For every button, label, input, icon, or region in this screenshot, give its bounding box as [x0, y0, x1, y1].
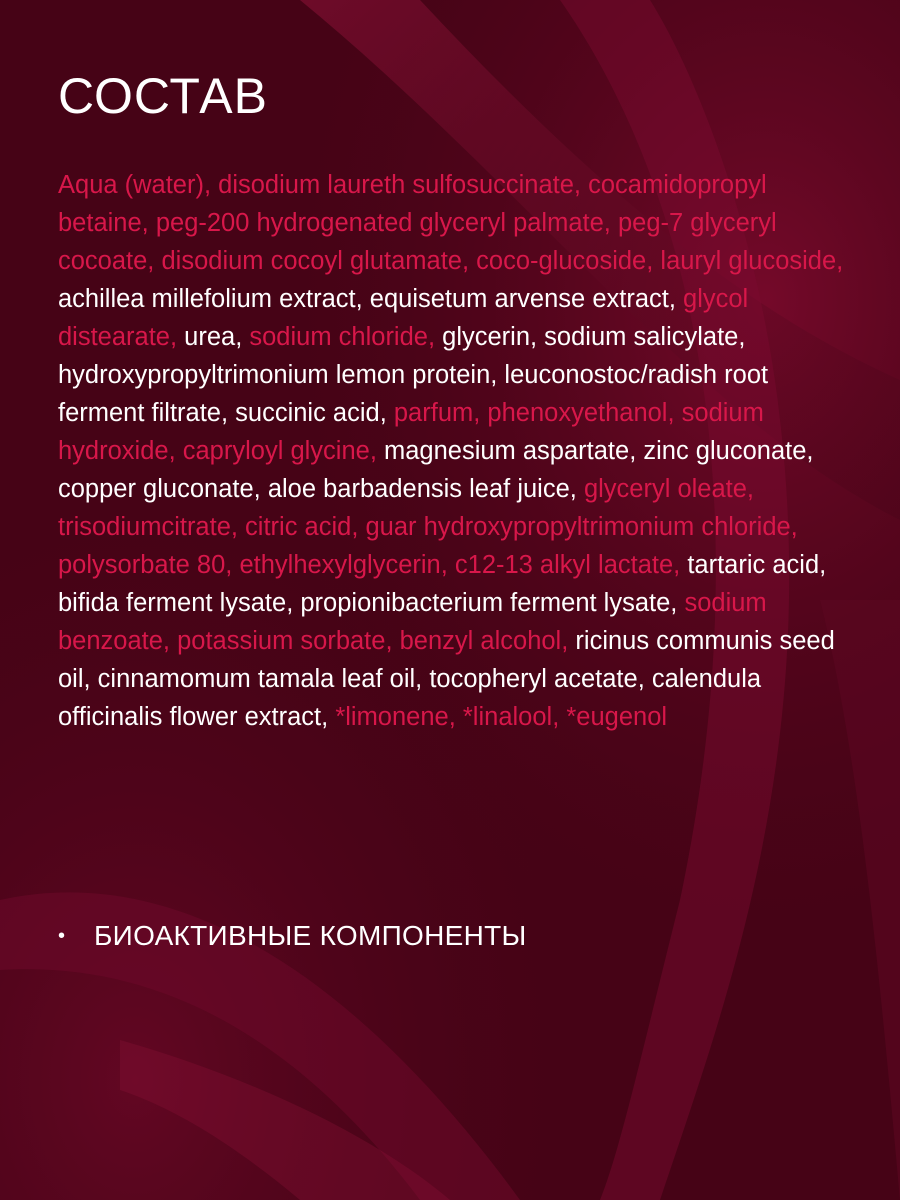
ingredient-highlighted: glyceryl oleate, trisodiumcitrate, citric acid, guar hydroxypropyltrimonium chloride, polysorbate 80, ethylhexylglycerin, c12-13 alkyl lactate,: [58, 475, 798, 579]
ingredient-highlighted: parfum, phenoxyethanol, sodium hydroxide, capryloyl glycine,: [58, 399, 764, 465]
ingredient-bioactive: ricinus communis seed oil, cinnamomum tamala leaf oil, tocopheryl acetate, calendula officinalis flower extract,: [58, 627, 835, 731]
ingredient-bioactive: urea,: [184, 323, 250, 351]
ingredient-highlighted: sodium benzoate, potassium sorbate, benzyl alcohol,: [58, 589, 767, 655]
ingredient-highlighted: *limonene, *linalool, *eugenol: [335, 703, 668, 731]
ingredient-bioactive: achillea millefolium extract, equisetum arvense extract,: [58, 285, 684, 313]
ingredient-bioactive: glycerin, sodium salicylate, hydroxypropyltrimonium lemon protein, leuconostoc/radish root ferment filtrate, succinic acid,: [58, 323, 769, 427]
legend-label: БИОАКТИВНЫЕ КОМПОНЕНТЫ: [94, 920, 527, 951]
ingredient-bioactive: magnesium aspartate, zinc gluconate, copper gluconate, aloe barbadensis leaf juice,: [58, 437, 814, 503]
ingredient-bioactive: tartaric acid, bifida ferment lysate, propionibacterium ferment lysate,: [58, 551, 827, 617]
bullet-icon: •: [58, 925, 66, 947]
section-title: СОСТАВ: [58, 68, 268, 124]
ingredients-list: [58, 166, 848, 736]
composition-section: [58, 66, 848, 736]
ingredient-highlighted: sodium chloride,: [249, 323, 443, 351]
legend-item: [58, 914, 527, 958]
ingredient-highlighted: Aqua (water), disodium laureth sulfosuccinate, cocamidopropyl betaine, peg-200 hydrogenated glyceryl palmate, peg-7 glyceryl cocoate, disodium cocoyl glutamate, coco-glucoside, lauryl glucoside,: [58, 171, 844, 275]
ingredient-highlighted: glycol distearate,: [58, 285, 749, 351]
